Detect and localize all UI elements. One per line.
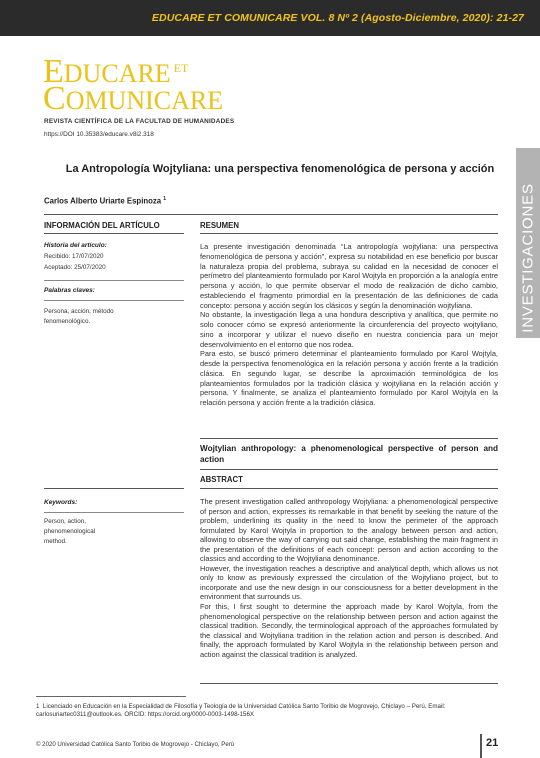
divider-top [44,214,498,215]
doi-link[interactable]: https://DOI 10.35383/educare.v8i2.318 [44,131,154,138]
keywords-en-line2: phenomenological [44,528,96,535]
author-name-text: Carlos Alberto Uriarte Espinoza [44,196,164,206]
footnote [36,703,501,720]
keywords-en-label: Keywords: [44,499,78,506]
history-label: Historia del artículo: [44,242,107,249]
divider-right-resumen [200,233,498,234]
footnote-rule [36,696,186,697]
journal-volume-line: EDUCARE ET COMUNICARE VOL. 8 Nº 2 (Agosto-Diciembre, 2020): 21-27 [151,12,524,24]
footnote-text: Licenciado en Educación en la Especialidad de Filosofía y Teología de la Universidad Católica Santo Toribio de Mogrovejo, Chiclayo – Perú. Email: carlosuriartec0311@outlook.es. ORCID: https://orcid.org/0000-0003-1498-156X [36,703,446,719]
faculty-subtitle: REVISTA CIENTÍFICA DE LA FACULTAD DE HUMANIDADES [44,118,235,125]
journal-logo-line2 [43,82,223,116]
divider-keywords-en [44,512,184,513]
logo-comunicare-rest: OMUNICARE [65,86,224,115]
divider-abstract-top [200,469,498,470]
abstract-heading: ABSTRACT [200,475,243,484]
divider-left-keywords [44,488,184,489]
divider-left-info [44,233,184,234]
page-number-divider [480,734,482,758]
logo-educare-rest: DUCARE [63,59,171,88]
author-name [44,196,166,206]
accepted-date: Aceptado: 25/07/2020 [44,264,106,271]
page-number: 21 [486,737,499,749]
logo-et: ET [173,61,189,75]
divider-history [44,280,184,281]
divider-english-title [200,438,498,439]
article-title: La Antropología Wojtyliana: una perspectiva fenomenológica de persona y acción [65,163,495,175]
resumen-body [200,242,498,408]
abstract-paragraph-2: However, the investigation reaches a descriptive and analytical depth, which allows us not only to know as previously expressed the circulation of the Wojtyliano project, but to incorporate and use the new design in our consciousness for a better development in the environment that surrounds us. [200,563,498,602]
abstract-body [200,497,498,659]
article-info-heading: INFORMACIÓN DEL ARTÍCULO [44,221,160,230]
divider-abstract-bottom [200,488,498,489]
keywords-es-line2: fenomenológico. [44,318,91,325]
resumen-heading: RESUMEN [200,221,239,230]
abstract-paragraph-3: For this, I first sought to determine the approach made by Karol Wojtyla, from the phenomenological perspective on the relationship between person and action against the classical tradition. Secondly, the terminological approach of the approaches formulated by the classical and Wojtyliana tradition in the relation action and person is described. And finally, the approach formulated by Karol Wojtyla in the relationship between person and action against the classical tradition is analyzed. [200,602,498,659]
section-side-tab-label: INVESTIGACIONES [519,183,537,333]
keywords-es-line1: Persona, acción, método [44,308,114,315]
resumen-paragraph-3: Para esto, se buscó primero determinar el planteamiento formulado por Karol Wojtyla, desde la perspectiva fenomenológica en la relación persona y acción frente a la tradición clásica. En segundo lugar, se describe la aproximación terminológica de los planteamientos formulados por la tradición clásica y wojtyliana en la relación acción y persona. Y finalmente, se analiza el planteamiento formulado por Karol Wojtyla en la relación persona y acción frente a la tradición clásica. [200,349,498,408]
resumen-paragraph-1: La presente investigación denominada “La antropología wojtyliana: una perspectiva fenomenológica de persona y acción”, expresa su notabilidad en ese beneficio por buscar la naturaleza propia del problema, subraya su calidad en la necesidad de conocer el perímetro del planteamiento formulado por Karol Wojtyla en proporción a la analogía entre persona y acción, lo que permite observar el modo de realización de dicho cambio, estableciendo el fragmento primordial en la presentación de las definiciones de cada concepto: persona y acción según los clásicos y según la denominación wojtyliana. [200,242,498,310]
author-footnote-mark[interactable]: 1 [163,196,167,202]
logo-initial-e: E [43,53,64,90]
keywords-es-label: Palabras claves: [44,287,95,294]
english-title: Wojtylian anthropology: a phenomenological perspective of person and action [200,444,498,464]
keywords-en-line3: method. [44,538,67,545]
logo-initial-c: C [43,80,66,117]
received-date: Recibido: 17/07/2020 [44,253,104,260]
resumen-paragraph-2: No obstante, la investigación llega a una hondura descriptiva y analítica, que permite no solo conocer cómo se expresó anteriormente la circunferencia del proyecto wojtyliano, sino a incorporar y utilizar el nuevo diseño en nuestra conciencia para un mejor desenvolvimiento en el entorno que nos rodea. [200,310,498,349]
copyright-notice: © 2020 Universidad Católica Santo Toribio de Mogrovejo - Chiclayo, Perú [36,741,235,748]
abstract-paragraph-1: The present investigation called anthropology Wojtyliana: a phenomenological perspective of person and action, expresses its remarkable in that benefit by seeking the nature of the problem, underlining its quality in the need to know the perimeter of the approach formulated by Karol Wojtyla in proportion to the analogy between person and action, allowing to observe the way of carrying out said change, establishing the main fragment in the presentation of the definitions of each concept: person and action according to the classics and according to the Wojtyliana denominance. [200,497,498,564]
divider-keywords-es [44,300,184,301]
keywords-en-line1: Person, action, [44,518,87,525]
divider-abstract-end [200,683,498,684]
footnote-number: 1 [36,703,40,710]
